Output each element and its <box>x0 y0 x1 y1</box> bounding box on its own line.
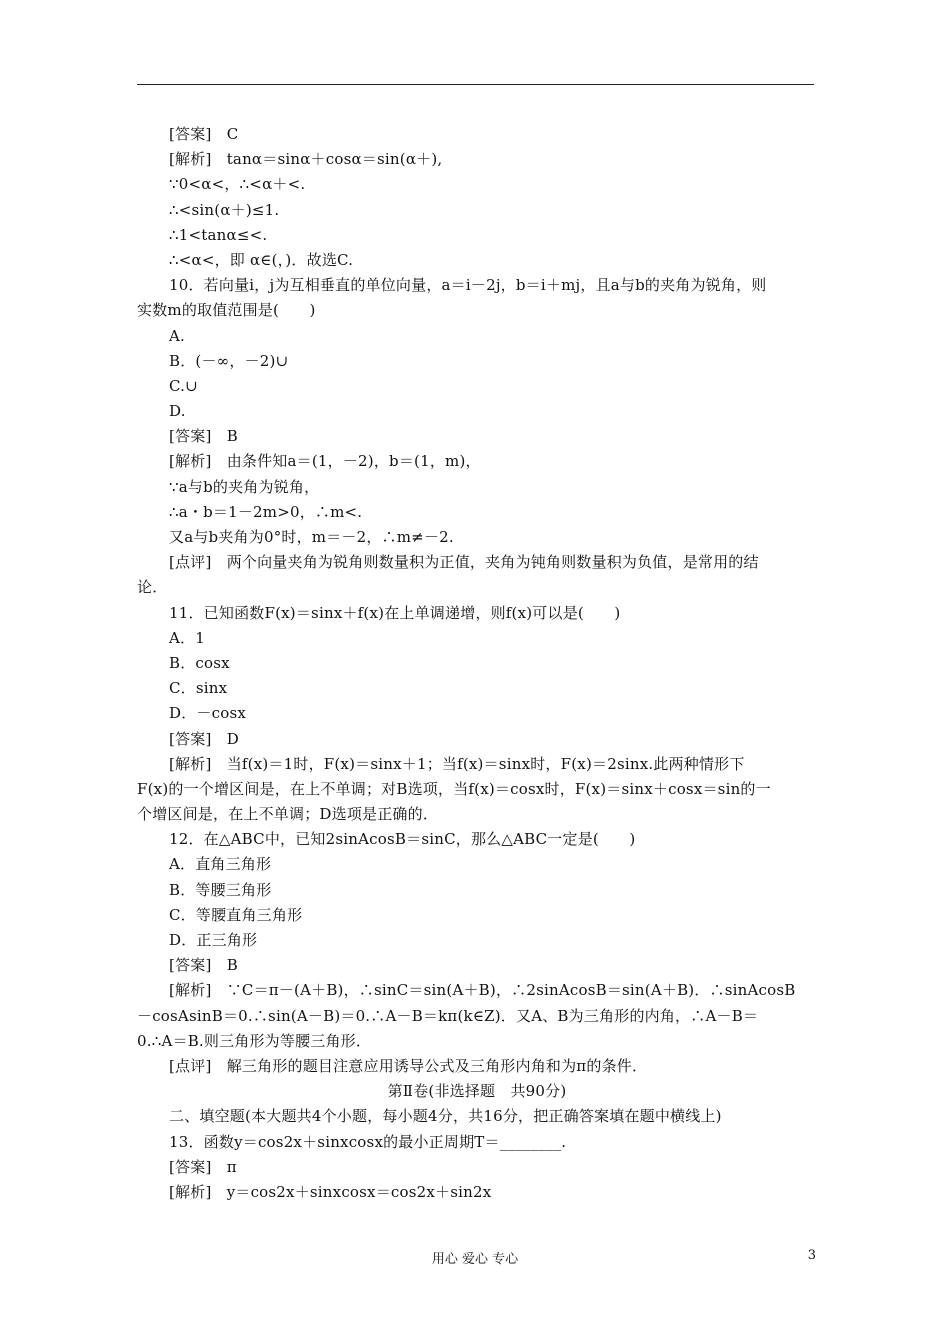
question-11: 11．已知函数F(x)＝sinx＋f(x)在上单调递增，则f(x)可以是( ) <box>169 603 621 622</box>
option-a: A. <box>169 326 186 345</box>
option-a: A．1 <box>169 628 205 647</box>
analysis-line: [解析] tanα＝sinα＋cosα＝sin(α＋), <box>169 150 443 169</box>
comment-line: [点评] 解三角形的题目注意应用诱导公式及三角形内角和为π的条件． <box>169 1056 648 1075</box>
footer-slogan: 用心 爱心 专心 <box>431 1252 519 1267</box>
analysis-line: [解析] y＝cos2x＋sinxcosx＝cos2x＋sin2x <box>169 1182 492 1201</box>
question-10-cont: 实数m的取值范围是( ) <box>137 301 316 320</box>
analysis-line-cont: 0.∴A＝B.则三角形为等腰三角形． <box>137 1031 372 1050</box>
analysis-line: ∴<sin(α＋)≤1. <box>169 200 280 219</box>
option-c: C．sinx <box>169 679 228 698</box>
option-a: A．直角三角形 <box>169 855 272 874</box>
analysis-line: 又a与b夹角为0°时，m＝－2，∴m≠－2. <box>169 528 454 546</box>
question-12: 12．在△ABC中，已知2sinAcosB＝sinC，那么△ABC一定是( ) <box>169 830 636 849</box>
header-rule <box>137 84 814 85</box>
analysis-line: [解析] 由条件知a＝(1，－2)，b＝(1，m)， <box>169 452 481 471</box>
option-c: C.∪ <box>169 376 198 395</box>
section-instructions: 二、填空题(本大题共4个小题，每小题4分，共16分，把正确答案填在题中横线上) <box>169 1107 722 1126</box>
option-d: D．－cosx <box>169 704 247 723</box>
analysis-line: ∴1<tanα≤<. <box>169 225 268 244</box>
option-b: B．等腰三角形 <box>169 880 272 899</box>
comment-line-cont: 论． <box>137 578 168 597</box>
section-heading: 第Ⅱ卷(非选择题 共90分) <box>387 1082 567 1101</box>
comment-line: [点评] 两个向量夹角为锐角则数量积为正值，夹角为钝角则数量积为负值，是常用的结 <box>169 553 759 572</box>
answer-label: [答案] π <box>169 1157 237 1176</box>
answer-label: [答案] D <box>169 729 239 748</box>
analysis-line: ∴<α<，即 α∈(，)．故选C. <box>169 250 354 269</box>
page-body <box>137 122 817 1205</box>
option-b: B．cosx <box>169 653 230 672</box>
option-d: D．正三角形 <box>169 931 258 949</box>
question-13: 13．函数y＝cos2x＋sinxcosx的最小正周期T＝________. <box>169 1132 567 1151</box>
answer-label: [答案] B <box>169 427 238 446</box>
analysis-line-cont: －cosAsinB＝0.∴sin(A－B)＝0.∴A－B＝kπ(k∈Z)．又A、B为三角形的内角，∴A－B＝ <box>137 1006 759 1025</box>
analysis-line-cont: F(x)的一个增区间是，在上不单调；对B选项，当f(x)＝cosx时，F(x)＝sinx＋cosx＝sin的一 <box>137 779 771 798</box>
question-10: 10．若向量i，j为互相垂直的单位向量，a＝i－2j，b＝i＋mj，且a与b的夹角为锐角，则 <box>169 276 767 295</box>
answer-label: [答案] B <box>169 956 238 975</box>
option-d: D. <box>169 402 186 421</box>
option-c: C．等腰直角三角形 <box>169 905 303 924</box>
analysis-line: [解析] 当f(x)＝1时，F(x)＝sinx＋1；当f(x)＝sinx时，F(x)＝2sinx.此两种情形下 <box>169 754 745 773</box>
answer-label: [答案] C <box>169 125 239 143</box>
analysis-line: ∵0<α<，∴<α＋<. <box>169 175 306 194</box>
option-b: B．(－∞，－2)∪ <box>169 351 289 370</box>
analysis-line: [解析] ∵C＝π－(A＋B)，∴sinC＝sin(A＋B)，∴2sinAcosB＝sin(A＋B)．∴sinAcosB <box>169 981 796 1000</box>
analysis-line: ∵a与b的夹角为锐角， <box>169 477 320 496</box>
analysis-line-cont: 个增区间是，在上不单调；D选项是正确的． <box>137 805 439 824</box>
page-number: 3 <box>807 1248 816 1263</box>
analysis-line: ∴a・b＝1－2m>0，∴m<. <box>169 502 363 521</box>
